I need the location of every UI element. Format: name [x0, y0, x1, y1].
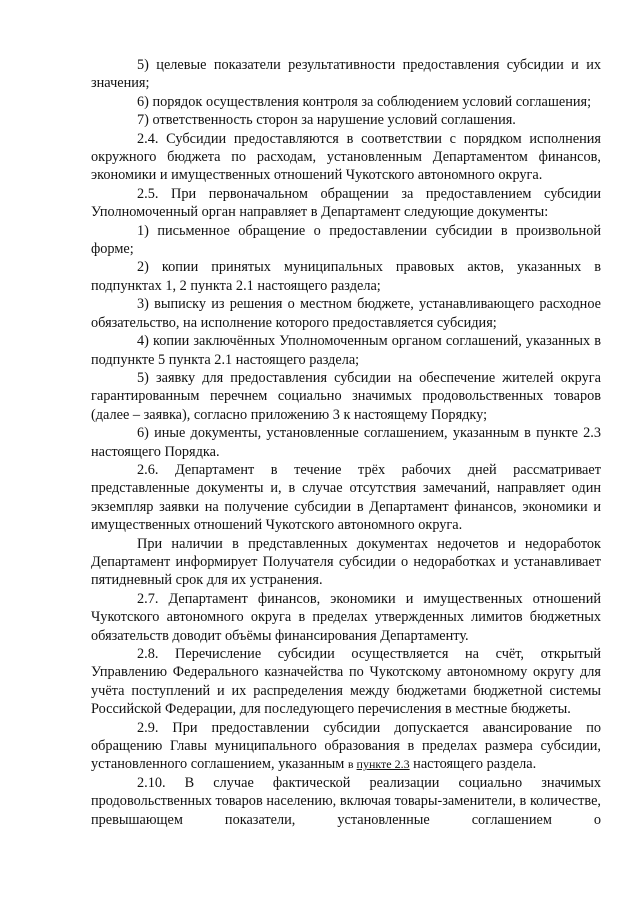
paragraph-doc-3: 3) выписку из решения о местном бюджете, устанавливающего расходное обязательство, на исполнение которого предоставляется субсидия; — [91, 296, 601, 331]
paragraph-2-5: 2.5. При первоначальном обращении за предоставлением субсидии Уполномоченный орган направляет в Департамент следующие документы: — [91, 185, 601, 221]
paragraph-item-7-liability: 7) ответственность сторон за нарушение условий соглашения. — [137, 112, 516, 129]
paragraph-doc-2: 2) копии принятых муниципальных правовых актов, указанных в подпунктах 1, 2 пункта 2.1 настоящего раздела; — [91, 259, 601, 294]
paragraph-2-7: 2.7. Департамент финансов, экономики и имущественных отношений Чукотского автономного округа в пределах утвержденных лимитов бюджетных обязательств доводит объёмы финансирования Департаменту. — [91, 590, 601, 644]
document-body — [91, 56, 601, 829]
paragraph-2-9-text: 2.9. При предоставлении субсидии допускается авансирование по обращению Главы муниципального образования в пределах размера субсидии, установленного соглашением, указанным — [91, 719, 601, 773]
paragraph-2-6: 2.6. Департамент в течение трёх рабочих дней рассматривает представленные документы и, в случае отсутствия замечаний, направляет один экземпляр заявки на получение субсидии в Департамент финансов, экономики и имущественных отношений Чукотского автономного округа. — [91, 461, 601, 534]
paragraph-2-9-ending: настоящего раздела. — [409, 756, 537, 773]
paragraph-item-6-control-procedure: 6) порядок осуществления контроля за соблюдением условий соглашения; — [137, 93, 592, 110]
paragraph-2-9-prefix: в — [347, 757, 357, 772]
paragraph-doc-6: 6) иные документы, установленные соглашением, указанным в пункте 2.3 настоящего Порядка. — [91, 425, 601, 460]
reference-link-point-2-3[interactable]: пункте 2.3 — [356, 757, 410, 772]
paragraph-2-9 — [91, 719, 601, 774]
paragraph-2-8: 2.8. Перечисление субсидии осуществляется на счёт, открытый Управлению Федерального казначейства по Чукотскому автономному округу для учёта поступлений и их распределения между бюджетами бюджетной системы Российской Федерации, для последующего перечисления в местные бюджеты. — [91, 646, 601, 718]
paragraph-2-6-deficiencies: При наличии в представленных документах недочетов и недоработок Департамент информирует Получателя субсидии о недоработках и устанавливает пятидневный срок для их устранения. — [91, 535, 601, 589]
paragraph-doc-1: 1) письменное обращение о предоставлении субсидии в произвольной форме; — [91, 222, 601, 258]
paragraph-item-5-target-indicators: 5) целевые показатели результативности предоставления субсидии и их значения; — [91, 57, 601, 92]
paragraph-doc-5: 5) заявку для предоставления субсидии на обеспечение жителей округа гарантированным перечнем социально значимых продовольственных товаров (далее – заявка), согласно приложению 3 к настоящему Порядку; — [91, 369, 601, 423]
paragraph-2-4: 2.4. Субсидии предоставляются в соответствии с порядком исполнения окружного бюджета по расходам, установленным Департаментом финансов, экономики и имущественных отношений Чукотского автономного округа. — [91, 130, 601, 184]
paragraph-doc-4: 4) копии заключённых Уполномоченным органом соглашений, указанных в подпункте 5 пункта 2.1 настоящего раздела; — [91, 333, 601, 368]
paragraph-2-10: 2.10. В случае фактической реализации социально значимых продовольственных товаров населению, включая товары-заменители, в количестве, превышающем показатели, установленные соглашением о — [91, 774, 601, 828]
